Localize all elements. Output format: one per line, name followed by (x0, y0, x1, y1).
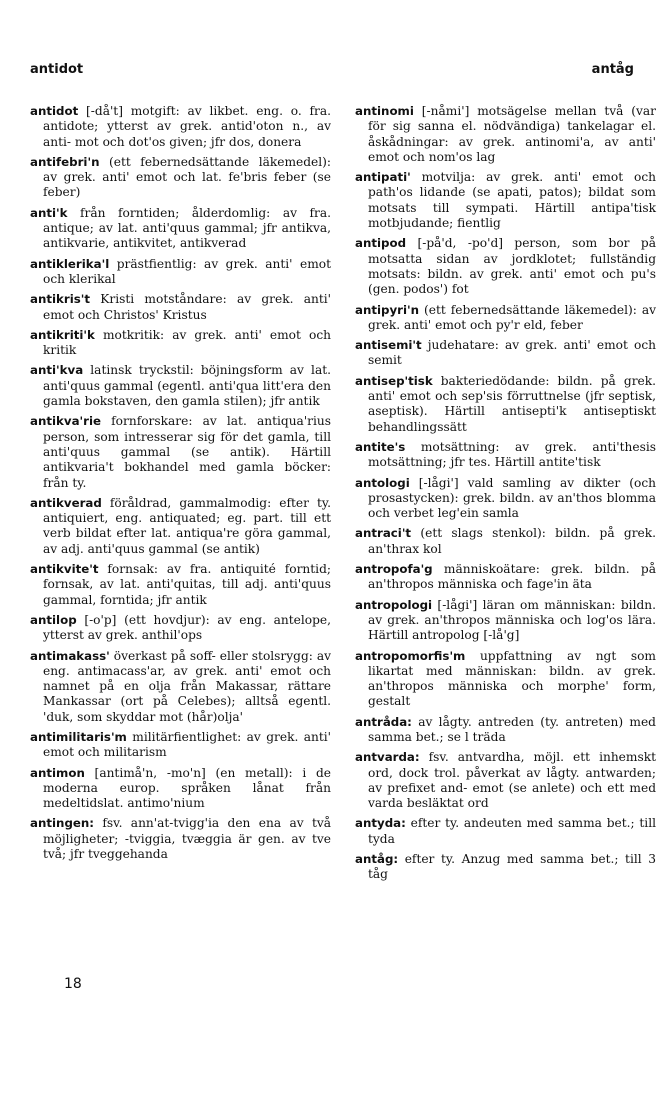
entry-definition: av lågty. antreden (ty. antreten) med samma bet.; se l träda (368, 714, 656, 744)
dictionary-entry (355, 303, 656, 334)
entry-definition: judehatare: av grek. anti' emot och semit (368, 338, 656, 368)
entry-definition: motkritik: av grek. anti' emot och kritik (43, 327, 331, 358)
entry-headword: antologi (355, 475, 410, 490)
dictionary-entry (355, 715, 656, 746)
entry-definition: bakteriedödande: bildn. på grek. anti' emot och sep'sis förruttnelse (jfr septisk, aseptisk). Härtill antisepti'k antiseptiskt behandlingssätt (368, 373, 656, 434)
dictionary-entry (355, 440, 656, 471)
entry-headword: antraci't (355, 526, 412, 541)
entry-headword: antåg: (355, 852, 399, 867)
dictionary-entry (30, 257, 331, 288)
entry-definition: uppfattning av ngt som likartat med människan: bildn. av grek. an'thropos människa och morphe' form, gestalt (368, 648, 656, 709)
dictionary-entry (355, 562, 656, 593)
entry-headword: antipyri'n (355, 302, 420, 317)
entry-headword: anti'k (30, 205, 68, 220)
entry-headword: antite's (355, 439, 406, 454)
dictionary-entry (30, 766, 331, 812)
entry-definition: (ett febernedsättande läkemedel): av grek. anti' emot och py'r eld, feber (368, 302, 656, 332)
entry-definition: från forntiden; ålderdomlig: av fra. antique; av lat. anti'quus gammal; jfr antikva, antikvarie, antikvitet, antikverad (43, 205, 331, 251)
dictionary-entry (30, 562, 331, 608)
dictionary-entry (30, 206, 331, 252)
dictionary-entry (355, 476, 656, 522)
entry-headword: antipod (355, 236, 407, 251)
dictionary-entry (30, 613, 331, 644)
entry-definition: militärfientlighet: av grek. anti' emot och militarism (43, 729, 331, 760)
page-number: 18 (64, 976, 82, 992)
dictionary-entry (355, 338, 656, 369)
dictionary-entry (355, 526, 656, 557)
dictionary-entry (30, 328, 331, 359)
right-column (355, 104, 656, 888)
left-column (30, 104, 331, 867)
entry-headword: antikriti'k (30, 327, 95, 342)
entry-headword: antikva'rie (30, 414, 102, 429)
entry-definition: efter ty. Anzug med samma bet.; till 3 tåg (368, 852, 656, 882)
dictionary-entry (30, 816, 331, 862)
entry-headword: antyda: (355, 816, 406, 831)
dictionary-entry (355, 104, 656, 165)
dictionary-entry (30, 496, 331, 557)
entry-headword: antimakass' (30, 648, 110, 663)
entry-definition: [-lågi'] vald samling av dikter (och prosastycken): grek. bildn. av an'thos blomma och verbet leg'ein samla (368, 475, 656, 521)
entry-headword: antidot (30, 104, 79, 118)
entry-headword: antilop (30, 612, 77, 627)
entry-definition: motsättning: av grek. anti'thesis motsättning; jfr tes. Härtill antite'tisk (368, 439, 656, 470)
entry-definition: fornforskare: av lat. antiqua'rius person, som intresserar sig för det gamla, till anti'quus gammal (se antik). Härtill antikvaria't bokhandel med gamla böcker: från ty. (43, 414, 331, 490)
entry-definition: [antimå'n, -mo'n] (en metall): i de moderna europ. språken lånat från medeltidslat. antimo'nium (43, 765, 331, 811)
entry-headword: antvarda: (355, 750, 420, 765)
entry-headword: antimilitaris'm (30, 729, 127, 744)
dictionary-entry (30, 363, 331, 409)
entry-definition: [-då't] motgift: av likbet. eng. o. fra. antidote; ytterst av grek. antid'oton n., av anti- mot och dot'os given; jfr dos, donera (43, 104, 331, 149)
dictionary-entry (355, 236, 656, 297)
entry-definition: prästfientlig: av grek. anti' emot och klerikal (43, 256, 331, 286)
entry-headword: antropofa'g (355, 562, 433, 577)
dictionary-entry (30, 730, 331, 761)
entry-headword: antikverad (30, 495, 102, 510)
dictionary-entry (355, 750, 656, 811)
dictionary-entry (355, 374, 656, 435)
dictionary-entry (30, 292, 331, 323)
entry-headword: antinomi (355, 104, 414, 118)
entry-definition: fornsak: av fra. antiquité forntid; fornsak, av lat. anti'quitas, till adj. anti'quus gammal, forntida; jfr antik (43, 562, 331, 607)
entry-headword: antipati' (355, 170, 411, 185)
entry-headword: antingen: (30, 816, 95, 831)
entry-definition: efter ty. andeuten med samma bet.; till tyda (368, 816, 656, 846)
entry-definition: [-på'd, -po'd] person, som bor på motsatta sidan av jordklotet; fullständig motsats: bildn. av grek. anti' emot och pu's (gen. podos') fot (368, 236, 656, 297)
entry-headword: antikvite't (30, 562, 99, 577)
entry-definition: fsv. ann'at-tvigg'ia den ena av två möjligheter; -tviggia, tvæggia är gen. av tve två; jfr tveggehanda (43, 816, 331, 862)
dictionary-entry (30, 104, 331, 150)
header-left-word: antidot (30, 62, 84, 77)
dictionary-entry (30, 155, 331, 201)
dictionary-entry (30, 649, 331, 725)
dictionary-entry (355, 649, 656, 710)
entry-definition: Kristi motståndare: av grek. anti' emot och Christos' Kristus (43, 292, 331, 322)
entry-definition: motvilja: av grek. anti' emot och path'os lidande (se apati, patos); bildat som motsats till sympati. Härtill antipa'tisk motbjudande; fientlig (368, 170, 656, 231)
entry-headword: antropomorfis'm (355, 648, 466, 663)
entry-headword: anti'kva (30, 363, 84, 378)
dictionary-entry (355, 852, 656, 883)
entry-definition: föråldrad, gammalmodig: efter ty. antiquiert, eng. antiquated; eg. part. till ett verb bildat efter lat. antiqua're göra gammal, av adj. anti'quus gammal (se antik) (43, 495, 331, 556)
entry-headword: antråda: (355, 714, 412, 729)
dictionary-entry (355, 598, 656, 644)
entry-headword: antisemi't (355, 338, 422, 353)
entry-definition: överkast på soff- eller stolsrygg: av eng. antimacass'ar, av grek. anti' emot och namnet på en olja från Makassar, rättare Mankassar (ort på Celebes); alltså egentl. 'duk, som skyddar mot (hår)olja' (43, 648, 331, 724)
entry-headword: antiklerika'l (30, 256, 110, 271)
entry-headword: antifebri'n (30, 154, 100, 169)
header-right-word: antåg (591, 62, 634, 77)
entry-definition: fsv. antvardha, möjl. ett inhemskt ord, dock trol. påverkat av lågty. antwarden; av prefixet and- emot (se anlete) och ett med varda besläktat ord (368, 750, 656, 811)
entry-definition: (ett slags stenkol): bildn. på grek. an'thrax kol (368, 526, 656, 556)
running-header (30, 62, 634, 82)
entry-definition: människoätare: grek. bildn. på an'thropos människa och fage'in äta (368, 562, 656, 592)
entry-definition: latinsk tryckstil: böjningsform av lat. anti'quus gammal (egentl. anti'qua litt'era den gamla bokstaven, den gamla stilen); jfr antik (43, 363, 331, 409)
dictionary-entry (355, 816, 656, 847)
entry-definition: [-o'p] (ett hovdjur): av eng. antelope, ytterst av grek. anthil'ops (43, 612, 331, 643)
entry-definition: (ett febernedsättande läkemedel): av grek. anti' emot och lat. fe'bris feber (se feber) (43, 154, 331, 200)
entry-headword: antisep'tisk (355, 373, 433, 388)
entry-definition: [-lågi'] läran om människan: bildn. av grek. an'thropos människa och log'os lära. Härtill antropolog [-lå'g] (368, 597, 656, 643)
entry-headword: antropologi (355, 597, 433, 612)
entry-definition: [-nåmi'] motsägelse mellan två (var för sig sanna el. nödvändiga) tankelagar el. åskådningar: av grek. antinomi'a, av anti' emot och nom'os lag (368, 104, 656, 164)
dictionary-entry (355, 170, 656, 231)
dictionary-entry (30, 414, 331, 490)
entry-headword: antimon (30, 765, 85, 780)
entry-headword: antikris't (30, 292, 91, 307)
